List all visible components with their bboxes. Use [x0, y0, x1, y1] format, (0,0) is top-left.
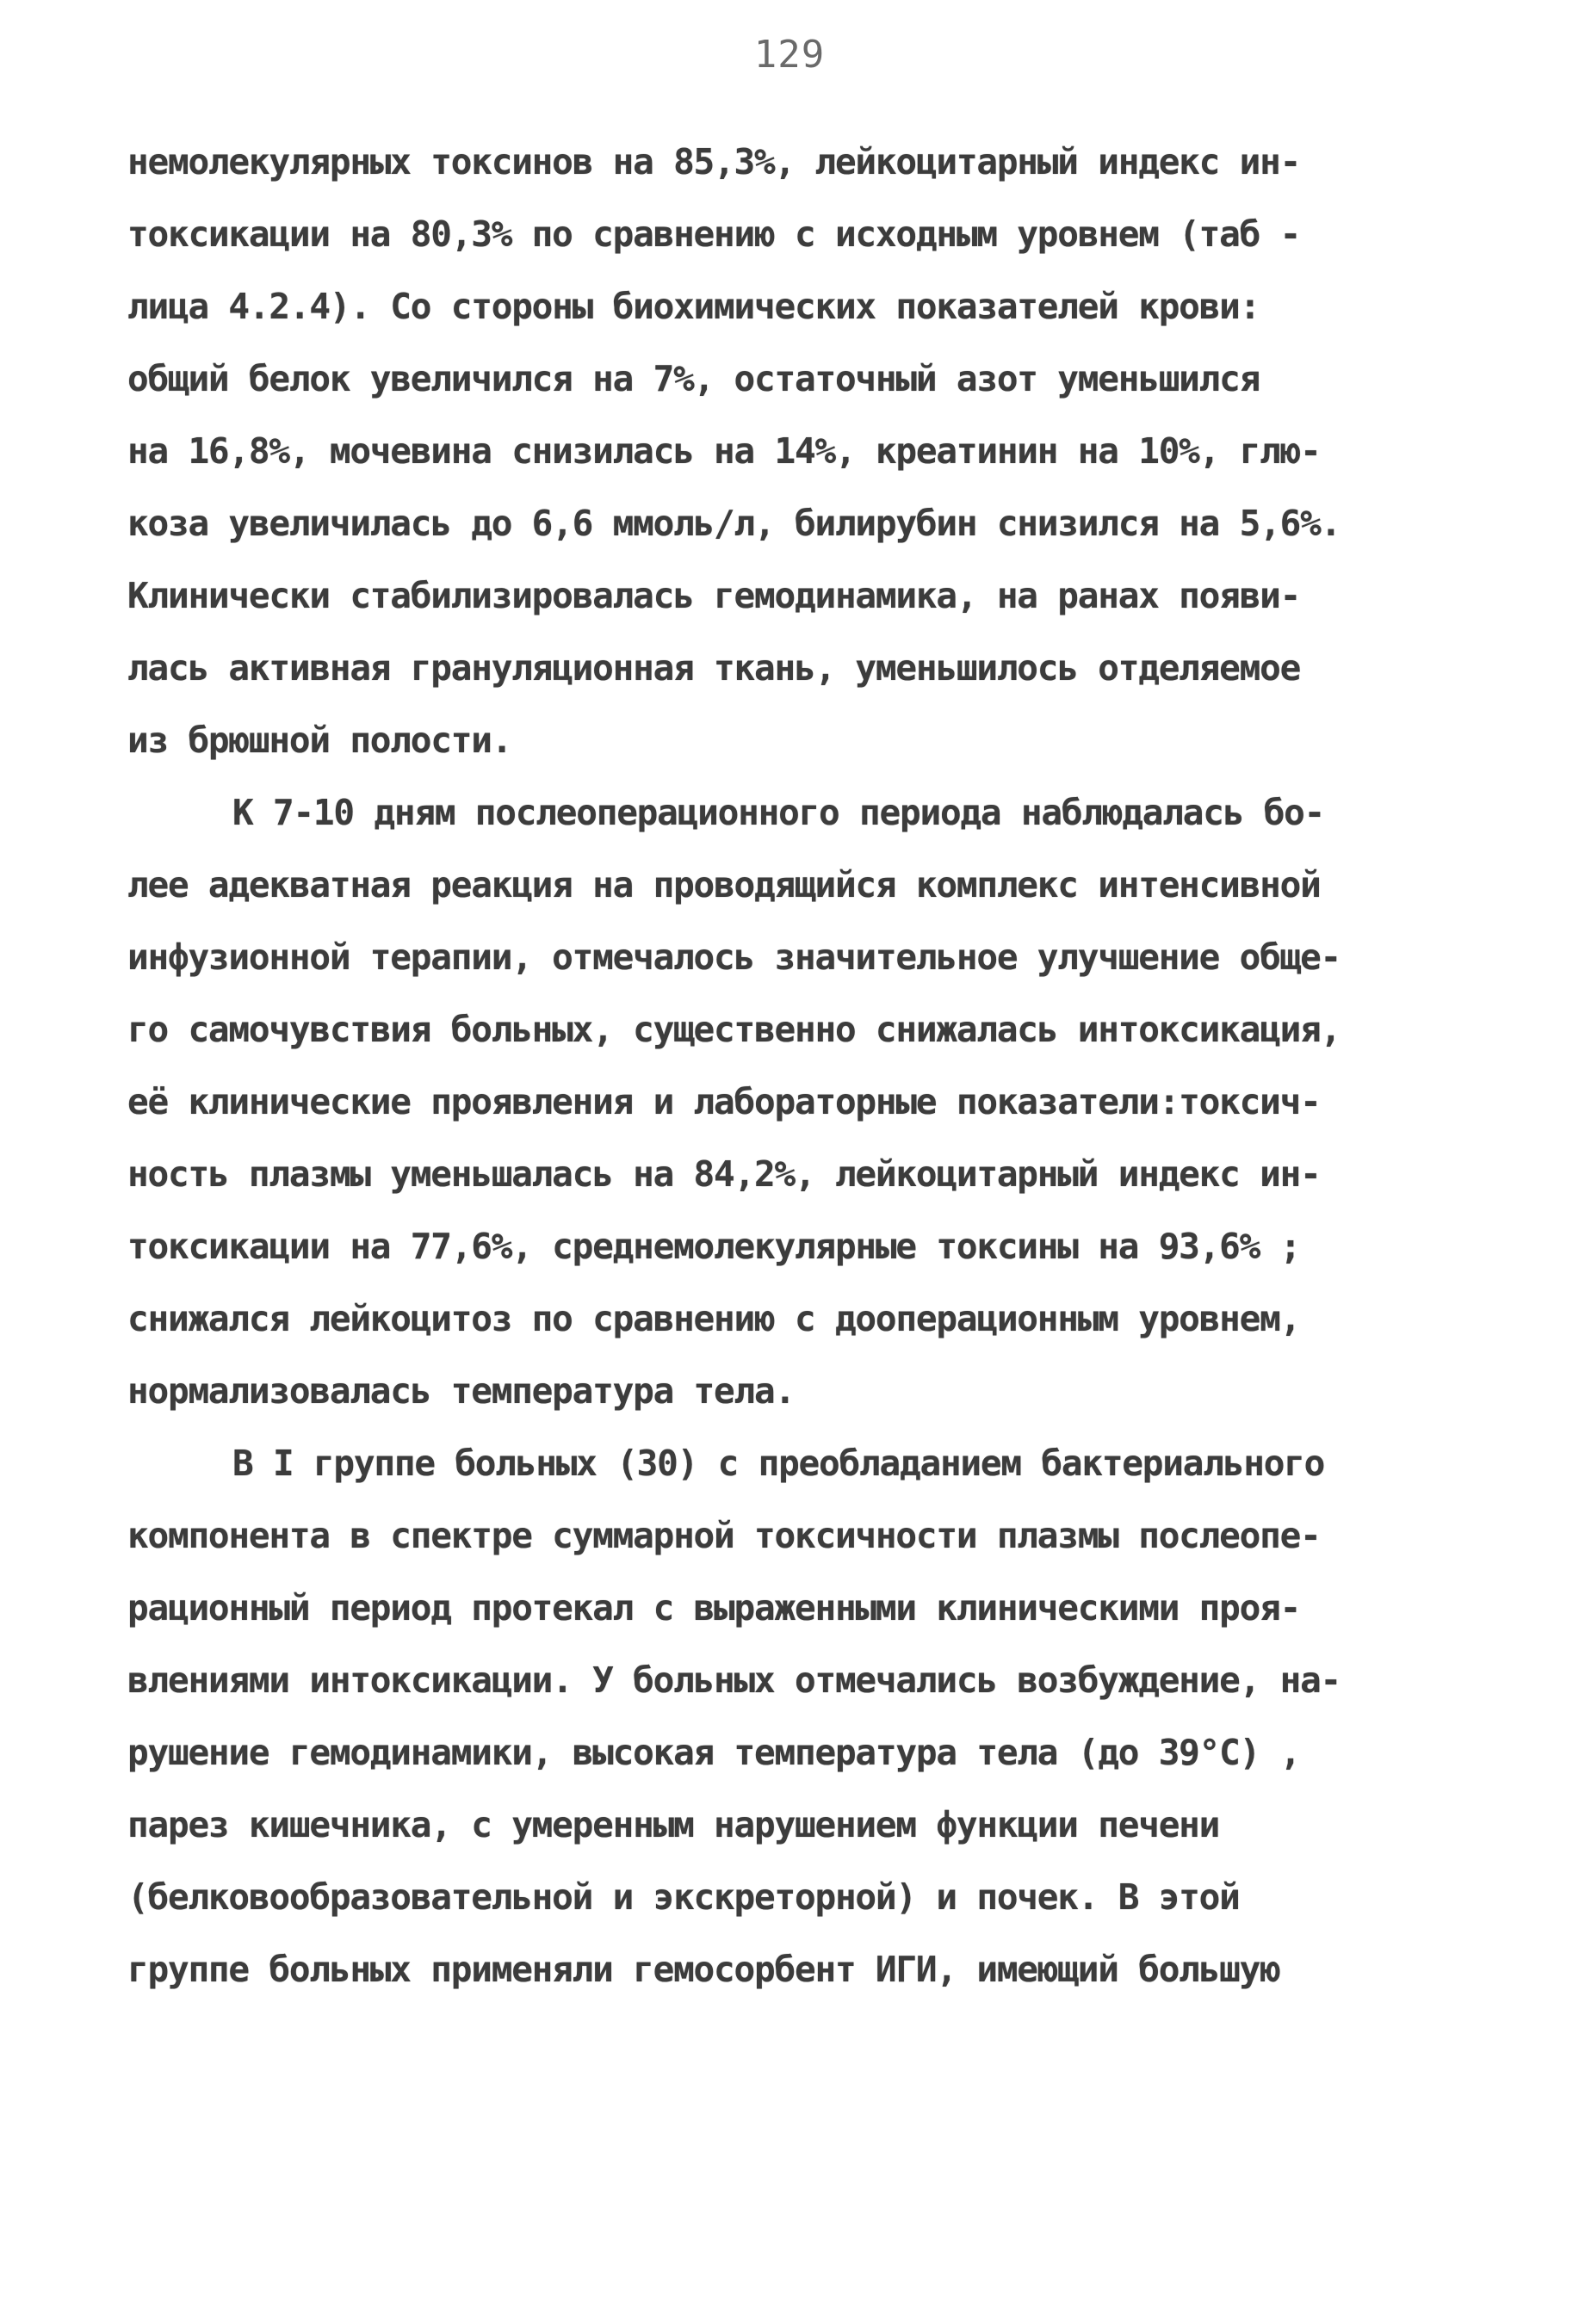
- text-line: лица 4.2.4). Со стороны биохимических показателей крови:: [127, 286, 1260, 327]
- text-line: влениями интоксикации. У больных отмечались возбуждение, на-: [127, 1660, 1341, 1701]
- text-line: общий белок увеличился на 7%, остаточный азот уменьшился: [127, 358, 1260, 399]
- text-line: немолекулярных токсинов на 85,3%, лейкоцитарный индекс ин-: [127, 141, 1301, 182]
- text-line: токсикации на 80,3% по сравнению с исходным уровнем (таб -: [127, 213, 1301, 255]
- text-line: (белковообразовательной и экскреторной) и почек. В этой: [127, 1876, 1240, 1918]
- text-line: коза увеличилась до 6,6 ммоль/л, билирубин снизился на 5,6%.: [127, 503, 1341, 544]
- text-line: нормализовалась температура тела.: [127, 1370, 795, 1412]
- text-line: токсикации на 77,6%, среднемолекулярные токсины на 93,6% ;: [127, 1226, 1301, 1267]
- text-line: на 16,8%, мочевина снизилась на 14%, креатинин на 10%, глю-: [127, 430, 1321, 472]
- text-line: Клинически стабилизировалась гемодинамика, на ранах появи-: [127, 575, 1301, 616]
- text-line: компонента в спектре суммарной токсичности плазмы послеопе-: [127, 1515, 1321, 1556]
- text-line: группе больных применяли гемосорбент ИГИ, имеющий большую: [127, 1949, 1280, 1990]
- page-number: 129: [753, 33, 826, 77]
- text-line: парез кишечника, с умеренным нарушением функции печени: [127, 1804, 1220, 1845]
- text-line: рушение гемодинамики, высокая температура тела (до 39°С) ,: [127, 1732, 1301, 1773]
- text-line: лее адекватная реакция на проводящийся комплекс интенсивной: [127, 864, 1321, 905]
- text-line: её клинические проявления и лабораторные показатели:токсич-: [127, 1081, 1321, 1122]
- text-line: В I группе больных (30) с преобладанием бактериального: [232, 1443, 1325, 1484]
- text-line: снижался лейкоцитоз по сравнению с дооперационным уровнем,: [127, 1298, 1301, 1339]
- text-line: инфузионной терапии, отмечалось значительное улучшение обще-: [127, 936, 1341, 978]
- text-line: К 7-10 дням послеоперационного периода наблюдалась бо-: [232, 792, 1325, 833]
- text-line: рационный период протекал с выраженными клиническими проя-: [127, 1587, 1301, 1629]
- text-line: ность плазмы уменьшалась на 84,2%, лейкоцитарный индекс ин-: [127, 1153, 1321, 1195]
- text-line: из брюшной полости.: [127, 720, 512, 761]
- text-line: лась активная грануляционная ткань, уменьшилось отделяемое: [127, 647, 1301, 689]
- text-line: го самочувствия больных, существенно снижалась интоксикация,: [127, 1009, 1341, 1050]
